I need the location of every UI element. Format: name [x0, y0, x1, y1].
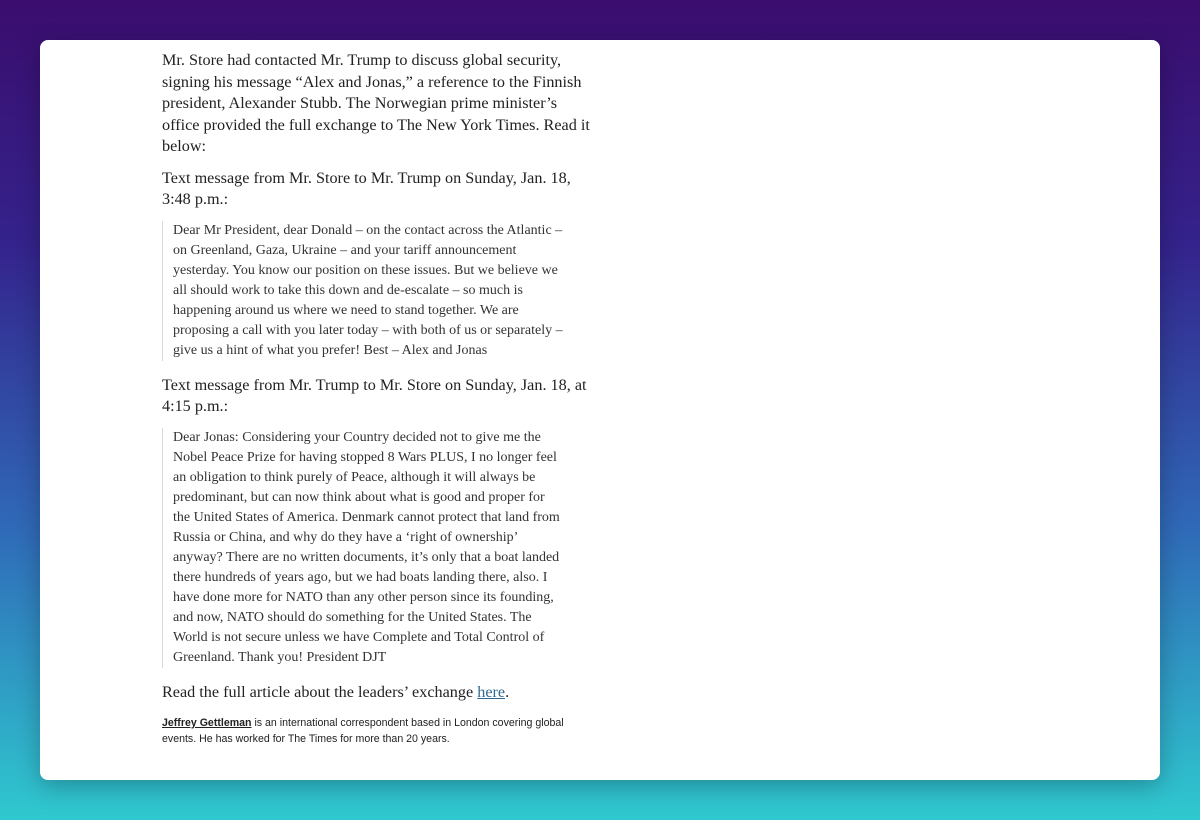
article-card	[40, 40, 1160, 780]
article-body	[162, 50, 592, 747]
author-bio	[162, 715, 592, 747]
quote-text-trump: Dear Jonas: Considering your Country decided not to give me the Nobel Peace Prize for having stopped 8 Wars PLUS, I no longer feel an obligation to think purely of Peace, although it will always be predominant, but can now think about what is good and proper for the United States of America. Denmark cannot protect that land from Russia or China, and why do they have a ‘right of ownership’ anyway? There are no written documents, it’s only that a boat landed there hundreds of years ago, but we had boats landing there, also. I have done more for NATO than any other person since its founding, and now, NATO should do something for the United States. The World is not secure unless we have Complete and Total Control of Greenland. Thank you! President DJT	[173, 429, 560, 665]
message-heading-trump: Text message from Mr. Trump to Mr. Store on Sunday, Jan. 18, at 4:15 p.m.:	[162, 375, 587, 415]
author-name-link[interactable]: Jeffrey Gettleman	[162, 717, 252, 729]
read-full-text: Read the full article about the leaders’ exchange	[162, 682, 478, 701]
blockquote-store-message	[162, 221, 563, 361]
quote-text-store: Dear Mr President, dear Donald – on the contact across the Atlantic – on Greenland, Gaza, Ukraine – and your tariff announcement yesterday. You know our position on these issues. But we believe we all should work to take this down and de-escalate – so much is happening around us where we need to stand together. We are proposing a call with you later today – with both of us or separately – give us a hint of what you prefer! Best – Alex and Jonas	[173, 222, 563, 358]
read-full-period: .	[505, 682, 510, 701]
message-heading-store: Text message from Mr. Store to Mr. Trump on Sunday, Jan. 18, 3:48 p.m.:	[162, 168, 571, 208]
author-bio-text: is an international correspondent based in London covering global events. He has worked for The Times for more than 20 years.	[162, 717, 564, 745]
intro-paragraph: Mr. Store had contacted Mr. Trump to discuss global security, signing his message “Alex and Jonas,” a reference to the Finnish president, Alexander Stubb. The Norwegian prime minister’s office provided the full exchange to The New York Times. Read it below:	[162, 51, 590, 155]
blockquote-trump-message	[162, 428, 563, 668]
read-full-link[interactable]: here	[477, 682, 506, 701]
read-full-paragraph	[162, 682, 592, 704]
